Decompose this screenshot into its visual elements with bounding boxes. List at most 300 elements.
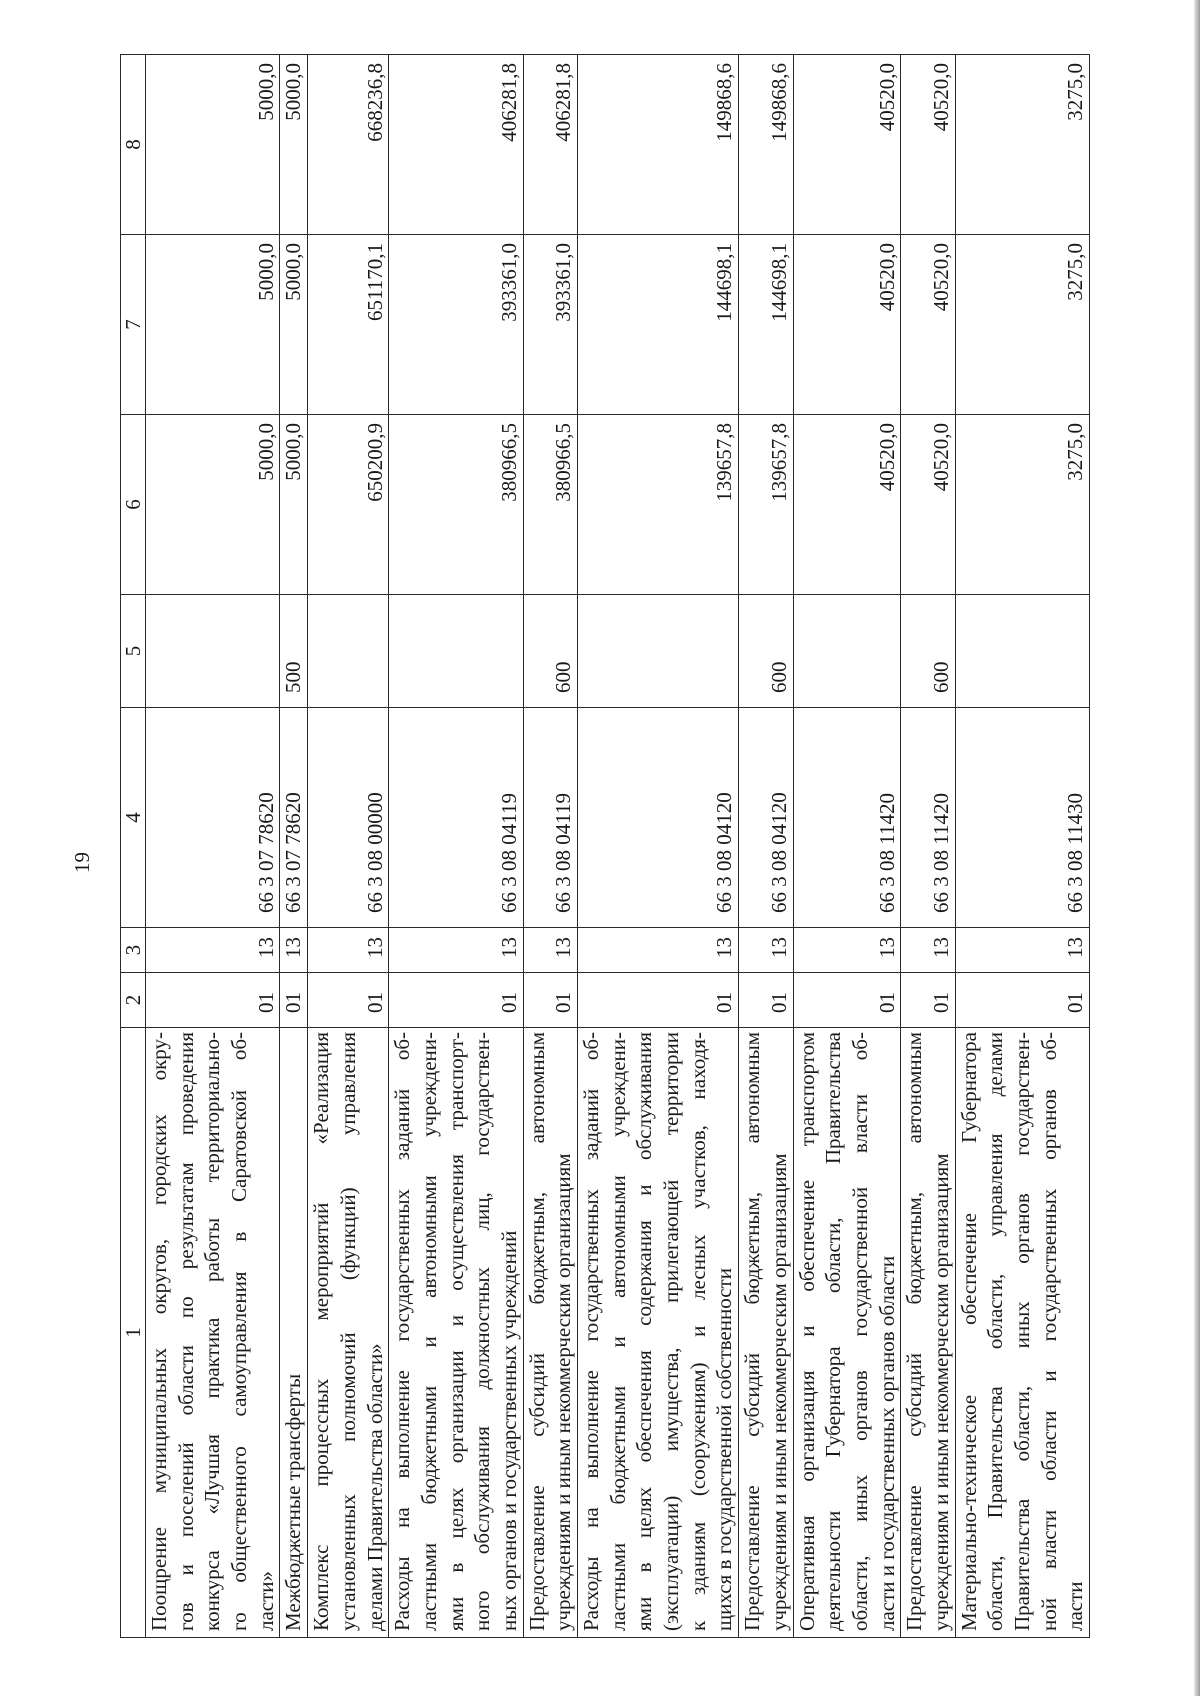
spacer: [901, 235, 928, 414]
spacer: [739, 928, 766, 972]
spacer: [335, 973, 362, 1027]
spacer: [605, 595, 632, 707]
spacer: [524, 973, 551, 1027]
row-name-line: к зданиям (сооружениям) и лесных участков, находя-: [685, 1032, 710, 1631]
row-name-line: Комплекс процессных мероприятий «Реализация: [309, 1032, 334, 1631]
spacer: [1036, 595, 1063, 707]
spacer: [794, 415, 821, 594]
spacer: [901, 595, 928, 707]
spacer: [982, 595, 1009, 707]
row-name-line: щихся в государственной собственности: [712, 1268, 737, 1631]
table-row: [578, 55, 739, 1638]
spacer: [1009, 973, 1036, 1027]
amount-col-6-value: 5000,0: [253, 423, 278, 481]
subsection-code: [308, 928, 389, 973]
subsection-code: [146, 928, 280, 973]
amount-col-8-value: 5000,0: [281, 63, 306, 121]
spacer: [524, 415, 551, 594]
spacer: [847, 595, 874, 707]
subsection-code: [389, 928, 523, 973]
row-name-line: области, Правительства области, управления делами: [983, 1032, 1008, 1631]
spacer: [443, 973, 470, 1027]
spacer: [578, 973, 605, 1027]
amount-col-7: [793, 235, 901, 415]
spacer: [658, 55, 685, 234]
section-code: [280, 973, 308, 1028]
spacer: [308, 928, 335, 972]
spacer: [631, 595, 658, 707]
spacer: [226, 708, 253, 927]
spacer: [956, 55, 983, 234]
spacer: [847, 973, 874, 1027]
header-col-7: 7: [121, 235, 146, 415]
spacer: [524, 55, 551, 234]
amount-col-8-value: 3275,0: [1063, 63, 1088, 121]
amount-col-7-value: 40520,0: [874, 243, 899, 312]
amount-col-6: [793, 415, 901, 595]
spacer: [416, 235, 443, 414]
row-name: [523, 1028, 577, 1638]
amount-col-7-value: 144698,1: [712, 243, 737, 322]
spacer: [389, 415, 416, 594]
spacer: [308, 973, 335, 1027]
spacer: [389, 973, 416, 1027]
amount-col-6: [308, 415, 389, 595]
rotated-table-frame: [120, 55, 1122, 1638]
spacer: [199, 55, 226, 234]
amount-col-6-value: 380966,5: [496, 423, 521, 502]
section-code: [793, 973, 901, 1028]
spacer: [469, 708, 496, 927]
row-name: [146, 1028, 280, 1638]
spacer: [901, 708, 928, 927]
subsection-code-value: 13: [496, 937, 521, 958]
spacer: [578, 708, 605, 927]
amount-col-6-value: 5000,0: [281, 423, 306, 481]
spacer: [308, 55, 335, 234]
amount-col-8-value: 40520,0: [874, 63, 899, 132]
spacer: [631, 973, 658, 1027]
amount-col-8: [739, 55, 793, 235]
section-code-value: 01: [281, 992, 306, 1013]
row-name-line: (эксплуатации) имущества, прилегающей территории: [659, 1032, 684, 1631]
amount-col-6-value: 650200,9: [362, 423, 387, 502]
spacer: [794, 595, 821, 707]
spacer: [901, 973, 928, 1027]
subsection-code: [280, 928, 308, 973]
expense-type-code: [389, 595, 523, 708]
expense-type-code: [280, 595, 308, 708]
spacer: [308, 595, 335, 707]
spacer: [658, 415, 685, 594]
header-col-1: 1: [121, 1028, 146, 1638]
row-name-line: ласти»: [253, 1570, 278, 1631]
spacer: [847, 55, 874, 234]
amount-col-8: [389, 55, 523, 235]
spacer: [199, 595, 226, 707]
spacer: [739, 595, 766, 707]
row-name-line: ного обслуживания должностных лиц, государствен-: [470, 1032, 495, 1631]
spacer: [1036, 973, 1063, 1027]
amount-col-8: [578, 55, 739, 235]
section-code-value: 01: [253, 992, 278, 1013]
expense-type-code-value: [362, 595, 389, 707]
target-article-code: [389, 708, 523, 928]
spacer: [443, 928, 470, 972]
row-name-line: области, иных органов государственной власти об-: [847, 1032, 872, 1631]
section-code: [389, 973, 523, 1028]
spacer: [820, 595, 847, 707]
spacer: [739, 708, 766, 927]
spacer: [847, 235, 874, 414]
row-name: [308, 1028, 389, 1638]
target-article-code-value: 66 3 08 04119: [551, 793, 576, 913]
scan-edge: [1194, 0, 1200, 1696]
spacer: [335, 415, 362, 594]
subsection-code-value: 13: [712, 937, 737, 958]
spacer: [389, 235, 416, 414]
expense-type-code-value: [253, 595, 280, 707]
spacer: [847, 415, 874, 594]
amount-col-7: [739, 235, 793, 415]
row-name-line: Расходы на выполнение государственных заданий об-: [579, 1032, 603, 1631]
section-code-value: 01: [1063, 992, 1088, 1013]
table-row: [146, 55, 280, 1638]
subsection-code-value: 13: [1063, 937, 1088, 958]
amount-col-8-value: 149868,6: [712, 63, 737, 142]
spacer: [794, 55, 821, 234]
spacer: [631, 235, 658, 414]
subsection-code: [578, 928, 739, 973]
spacer: [146, 973, 173, 1027]
spacer: [199, 973, 226, 1027]
row-name-line: делами Правительства области»: [362, 1343, 387, 1631]
amount-col-7: [280, 235, 308, 415]
expense-type-code-value: [874, 595, 901, 707]
expense-type-code: [578, 595, 739, 708]
subsection-code-value: 13: [281, 937, 306, 958]
target-article-code-value: 66 3 08 11420: [874, 793, 899, 913]
row-name-line: Расходы на выполнение государственных заданий об-: [390, 1032, 415, 1631]
subsection-code-value: 13: [362, 937, 387, 958]
table-row: [389, 55, 523, 1638]
expense-type-code-value: [496, 595, 523, 707]
spacer: [389, 708, 416, 927]
spacer: [901, 415, 928, 594]
spacer: [146, 595, 173, 707]
spacer: [199, 708, 226, 927]
section-code-value: 01: [766, 992, 791, 1013]
spacer: [173, 708, 200, 927]
expense-type-code-value: [711, 595, 738, 707]
row-name-line: ластными бюджетными и автономными учреждени-: [416, 1032, 441, 1631]
spacer: [739, 55, 766, 234]
expense-type-code-value: 600: [766, 661, 791, 693]
expense-type-code: [955, 595, 1089, 708]
expense-type-code: [146, 595, 280, 708]
spacer: [335, 235, 362, 414]
spacer: [685, 973, 712, 1027]
header-col-4: 4: [121, 708, 146, 928]
header-row: [121, 55, 146, 1638]
amount-col-8: [955, 55, 1089, 235]
amount-col-6-value: 139657,8: [712, 423, 737, 502]
amount-col-8: [280, 55, 308, 235]
target-article-code: [739, 708, 793, 928]
header-col-2: 2: [121, 973, 146, 1028]
row-name: [280, 1028, 308, 1638]
budget-table: [120, 54, 1090, 1638]
spacer: [1009, 55, 1036, 234]
spacer: [901, 928, 928, 972]
spacer: [685, 595, 712, 707]
amount-col-6-value: 40520,0: [928, 423, 953, 492]
subsection-code-value: 13: [551, 937, 576, 958]
spacer: [524, 595, 551, 707]
spacer: [739, 235, 766, 414]
spacer: [469, 235, 496, 414]
target-article-code-value: 66 3 08 04120: [712, 792, 737, 913]
table-row: [308, 55, 389, 1638]
amount-col-6: [146, 415, 280, 595]
amount-col-7: [955, 235, 1089, 415]
target-article-code: [955, 708, 1089, 928]
amount-col-7: [389, 235, 523, 415]
spacer: [173, 235, 200, 414]
section-code-value: 01: [551, 992, 576, 1013]
row-name-line: ласти: [1063, 1581, 1088, 1631]
spacer: [416, 595, 443, 707]
expense-type-code-value: 600: [928, 661, 953, 693]
row-name-line: учреждениям и иным некоммерческим организациям: [928, 1153, 953, 1631]
amount-col-7-value: 5000,0: [281, 243, 306, 301]
row-name-line: ями в целях организации и осуществления транспорт-: [443, 1032, 468, 1631]
spacer: [901, 55, 928, 234]
table-row: [739, 55, 793, 1638]
amount-col-6: [523, 415, 577, 595]
amount-col-8-value: 406281,8: [496, 63, 521, 142]
spacer: [335, 55, 362, 234]
spacer: [847, 708, 874, 927]
spacer: [1036, 415, 1063, 594]
spacer: [631, 415, 658, 594]
spacer: [578, 595, 605, 707]
spacer: [226, 973, 253, 1027]
row-name-line: ных органов и государственных учреждений: [496, 1230, 521, 1631]
spacer: [631, 55, 658, 234]
table-row: [280, 55, 308, 1638]
spacer: [982, 973, 1009, 1027]
row-name-line: ластными бюджетными и автономными учреждени-: [605, 1032, 630, 1631]
amount-col-6-value: 139657,8: [766, 423, 791, 502]
spacer: [335, 595, 362, 707]
header-col-3: 3: [121, 928, 146, 973]
spacer: [1009, 928, 1036, 972]
spacer: [658, 595, 685, 707]
row-name-line: Поощрение муниципальных округов, городских окру-: [147, 1032, 171, 1631]
amount-col-6-value: 380966,5: [551, 423, 576, 502]
spacer: [173, 928, 200, 972]
spacer: [524, 708, 551, 927]
spacer: [578, 235, 605, 414]
spacer: [524, 235, 551, 414]
spacer: [469, 415, 496, 594]
amount-col-8: [308, 55, 389, 235]
spacer: [820, 55, 847, 234]
spacer: [226, 415, 253, 594]
spacer: [469, 55, 496, 234]
expense-type-code-value: [1062, 595, 1089, 707]
spacer: [226, 55, 253, 234]
amount-col-6: [389, 415, 523, 595]
spacer: [956, 973, 983, 1027]
subsection-code: [523, 928, 577, 973]
spacer: [685, 415, 712, 594]
row-name-line: Межбюджетные трансферты: [281, 1373, 306, 1631]
target-article-code-value: 66 3 07 78620: [253, 792, 278, 913]
target-article-code-value: 66 3 08 04120: [766, 792, 791, 913]
spacer: [416, 928, 443, 972]
target-article-code: [146, 708, 280, 928]
spacer: [443, 708, 470, 927]
section-code-value: 01: [496, 992, 521, 1013]
spacer: [443, 415, 470, 594]
section-code-value: 01: [928, 992, 953, 1013]
spacer: [469, 595, 496, 707]
table-row: [955, 55, 1089, 1638]
section-code: [578, 973, 739, 1028]
target-article-code-value: 66 3 08 00000: [362, 792, 387, 913]
spacer: [146, 235, 173, 414]
section-code: [901, 973, 955, 1028]
spacer: [794, 928, 821, 972]
expense-type-code: [793, 595, 901, 708]
amount-col-8: [901, 55, 955, 235]
spacer: [416, 708, 443, 927]
spacer: [685, 55, 712, 234]
header-col-8: 8: [121, 55, 146, 235]
amount-col-6: [955, 415, 1089, 595]
subsection-code: [739, 928, 793, 973]
spacer: [794, 973, 821, 1027]
subsection-code-value: 13: [928, 937, 953, 958]
spacer: [794, 235, 821, 414]
spacer: [956, 595, 983, 707]
row-name-line: ями в целях обеспечения содержания и обслуживания: [632, 1032, 657, 1631]
row-name: [739, 1028, 793, 1638]
target-article-code-value: 66 3 08 11430: [1063, 793, 1088, 913]
section-code-value: 01: [874, 992, 899, 1013]
spacer: [956, 235, 983, 414]
spacer: [469, 973, 496, 1027]
row-name: [793, 1028, 901, 1638]
section-code: [308, 973, 389, 1028]
section-code-value: 01: [362, 992, 387, 1013]
amount-col-8-value: 406281,8: [551, 63, 576, 142]
spacer: [739, 973, 766, 1027]
spacer: [685, 928, 712, 972]
spacer: [173, 415, 200, 594]
amount-col-7: [146, 235, 280, 415]
row-name-line: Материально-техническое обеспечение Губернатора: [956, 1032, 981, 1631]
spacer: [335, 708, 362, 927]
spacer: [1036, 235, 1063, 414]
spacer: [226, 595, 253, 707]
spacer: [1036, 708, 1063, 927]
target-article-code: [901, 708, 955, 928]
spacer: [605, 973, 632, 1027]
spacer: [658, 708, 685, 927]
row-name: [955, 1028, 1089, 1638]
spacer: [199, 415, 226, 594]
target-article-code-value: 66 3 08 11420: [928, 793, 953, 913]
spacer: [658, 973, 685, 1027]
amount-col-6: [280, 415, 308, 595]
row-name-line: гов и поселений области по результатам проведения: [173, 1032, 198, 1631]
section-code: [146, 973, 280, 1028]
spacer: [578, 928, 605, 972]
spacer: [605, 235, 632, 414]
table-row: [901, 55, 955, 1638]
amount-col-8-value: 40520,0: [928, 63, 953, 132]
amount-col-7-value: 5000,0: [253, 243, 278, 301]
spacer: [820, 235, 847, 414]
spacer: [524, 928, 551, 972]
spacer: [199, 928, 226, 972]
amount-col-7: [523, 235, 577, 415]
section-code: [739, 973, 793, 1028]
subsection-code: [901, 928, 955, 973]
spacer: [982, 928, 1009, 972]
spacer: [1009, 235, 1036, 414]
amount-col-6: [739, 415, 793, 595]
spacer: [389, 928, 416, 972]
spacer: [1036, 928, 1063, 972]
spacer: [443, 55, 470, 234]
table-body: [146, 55, 1090, 1638]
spacer: [605, 415, 632, 594]
spacer: [308, 708, 335, 927]
spacer: [658, 235, 685, 414]
row-name-line: установленных полномочий (функций) управления: [335, 1032, 360, 1631]
spacer: [469, 928, 496, 972]
expense-type-code: [739, 595, 793, 708]
section-code: [523, 973, 577, 1028]
table-row: [523, 55, 577, 1638]
spacer: [820, 415, 847, 594]
header-col-6: 6: [121, 415, 146, 595]
target-article-code: [523, 708, 577, 928]
spacer: [146, 708, 173, 927]
spacer: [226, 928, 253, 972]
row-name-line: конкурса «Лучшая практика работы территориально-: [200, 1032, 225, 1631]
subsection-code-value: 13: [253, 937, 278, 958]
expense-type-code: [901, 595, 955, 708]
amount-col-7-value: 144698,1: [766, 243, 791, 322]
spacer: [146, 55, 173, 234]
spacer: [389, 595, 416, 707]
row-name: [389, 1028, 523, 1638]
target-article-code: [280, 708, 308, 928]
subsection-code: [955, 928, 1089, 973]
row-name: [901, 1028, 955, 1638]
amount-col-8-value: 5000,0: [253, 63, 278, 121]
spacer: [335, 928, 362, 972]
spacer: [1009, 708, 1036, 927]
amount-col-8: [793, 55, 901, 235]
spacer: [820, 928, 847, 972]
amount-col-7-value: 40520,0: [928, 243, 953, 312]
